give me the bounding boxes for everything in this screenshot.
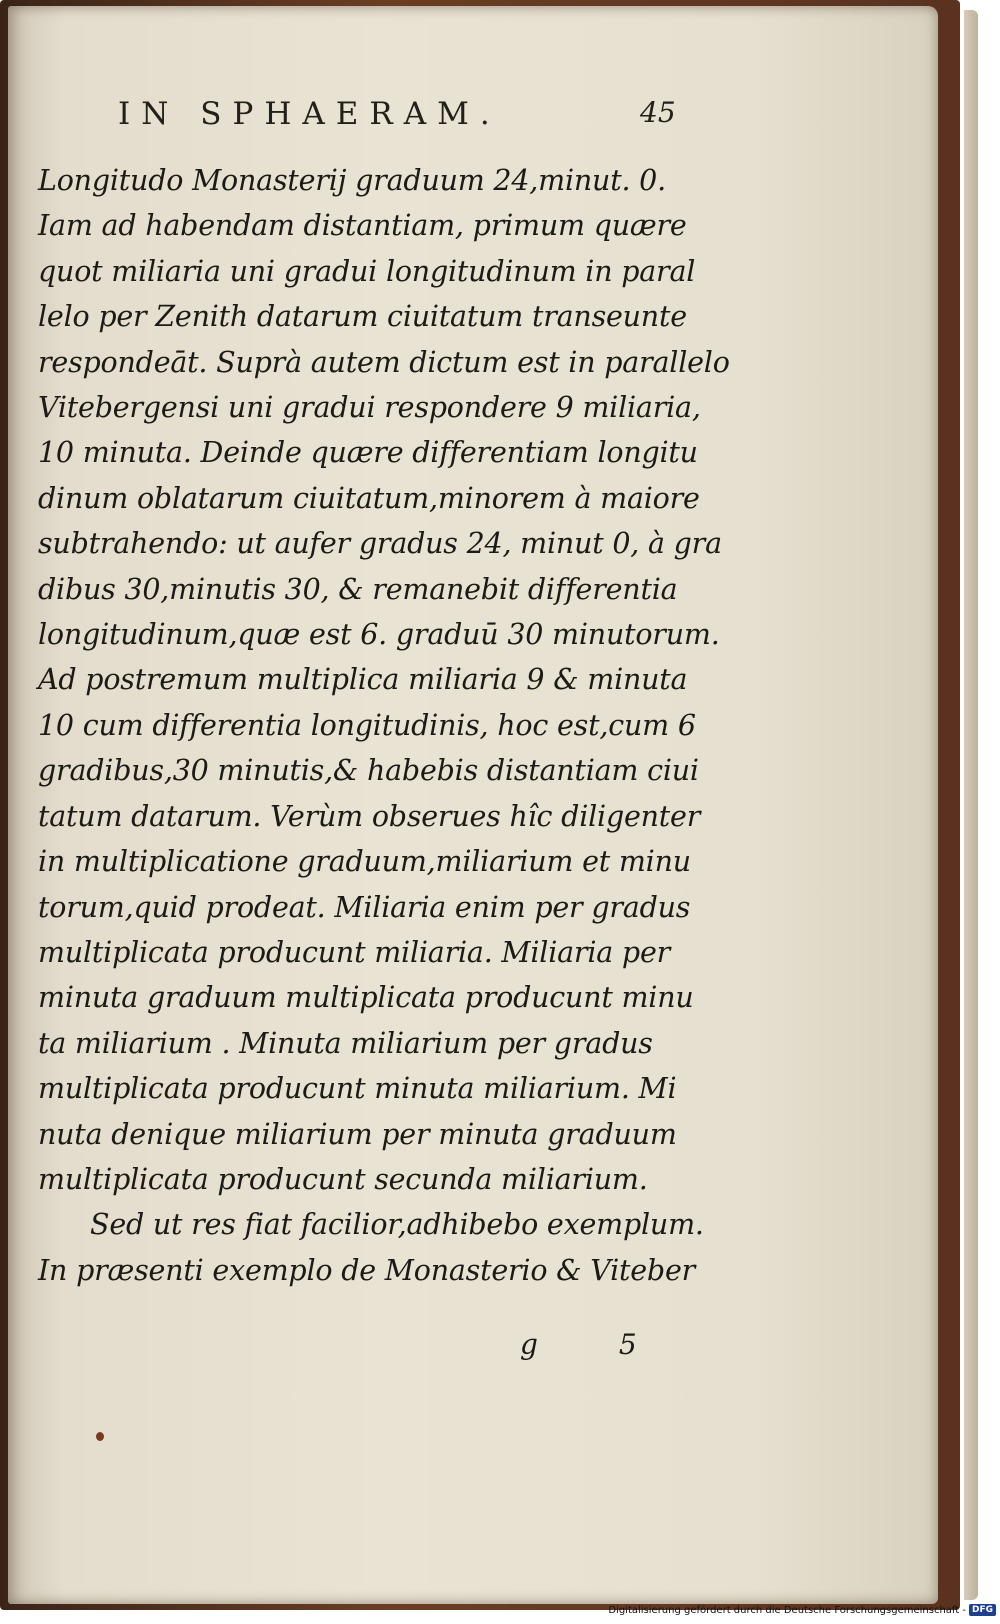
page-header xyxy=(118,96,718,142)
text-line: ta miliarium . Minuta miliarium per gradus xyxy=(38,1026,653,1060)
text-line: tatum datarum. Verùm obserues hîc diligenter xyxy=(38,799,701,833)
text-line: multiplicata producunt minuta miliarium. Mi xyxy=(38,1072,677,1106)
text-line: quot miliaria uni gradui longitudinum in paral xyxy=(38,254,696,288)
body-text xyxy=(38,158,730,1293)
text-line-indented: Sed ut res fiat facilior,adhibebo exemplum. xyxy=(90,1208,704,1242)
text-line: 10 minuta. Deinde quære differentiam longitu xyxy=(38,436,698,470)
footer-credit: Digitalisierung gefördert durch die Deutsche Forschungsgemeinschaft - xyxy=(608,1604,966,1616)
text-line: nuta denique miliarium per minuta graduum xyxy=(38,1117,677,1151)
text-line: Vitebergensi uni gradui respondere 9 miliaria, xyxy=(38,391,701,425)
text-line: respondeāt. Suprà autem dictum est in parallelo xyxy=(38,345,730,379)
digitization-footer xyxy=(608,1604,996,1616)
text-line: minuta graduum multiplicata producunt minu xyxy=(38,981,694,1015)
text-line: 10 cum differentia longitudinis, hoc est,cum 6 xyxy=(38,708,696,742)
text-line: Longitudo Monasterij graduum 24,minut. 0. xyxy=(38,164,666,197)
text-line: dibus 30,minutis 30, & remanebit differentia xyxy=(38,572,678,606)
page-number: 45 xyxy=(640,96,676,129)
page-edge xyxy=(964,10,978,1600)
text-line: lelo per Zenith datarum ciuitatum transeunte xyxy=(38,300,687,334)
text-line: dinum oblatarum ciuitatum,minorem à maiore xyxy=(38,481,700,515)
text-line: torum,quid prodeat. Miliaria enim per gradus xyxy=(38,890,691,924)
text-line: multiplicata producunt secunda miliarium. xyxy=(38,1162,648,1196)
signature-mark: g 5 xyxy=(520,1328,673,1361)
dfg-logo-icon: DFG xyxy=(969,1604,996,1616)
text-line: subtrahendo: ut aufer gradus 24, minut 0, à gra xyxy=(38,527,722,561)
text-line: Ad postremum multiplica miliaria 9 & minuta xyxy=(38,663,688,697)
text-line: gradibus,30 minutis,& habebis distantiam ciui xyxy=(38,754,699,788)
ink-speck xyxy=(96,1432,104,1441)
text-line: multiplicata producunt miliaria. Miliaria per xyxy=(38,935,671,969)
text-line: in multiplicatione graduum,miliarium et minu xyxy=(38,845,691,879)
text-line: In præsenti exemplo de Monasterio & Viteber xyxy=(38,1253,696,1287)
text-line: Iam ad habendam distantiam, primum quære xyxy=(38,209,687,243)
text-line: longitudinum,quæ est 6. graduū 30 minutorum. xyxy=(38,618,720,652)
running-title: IN SPHAERAM. xyxy=(118,96,501,132)
